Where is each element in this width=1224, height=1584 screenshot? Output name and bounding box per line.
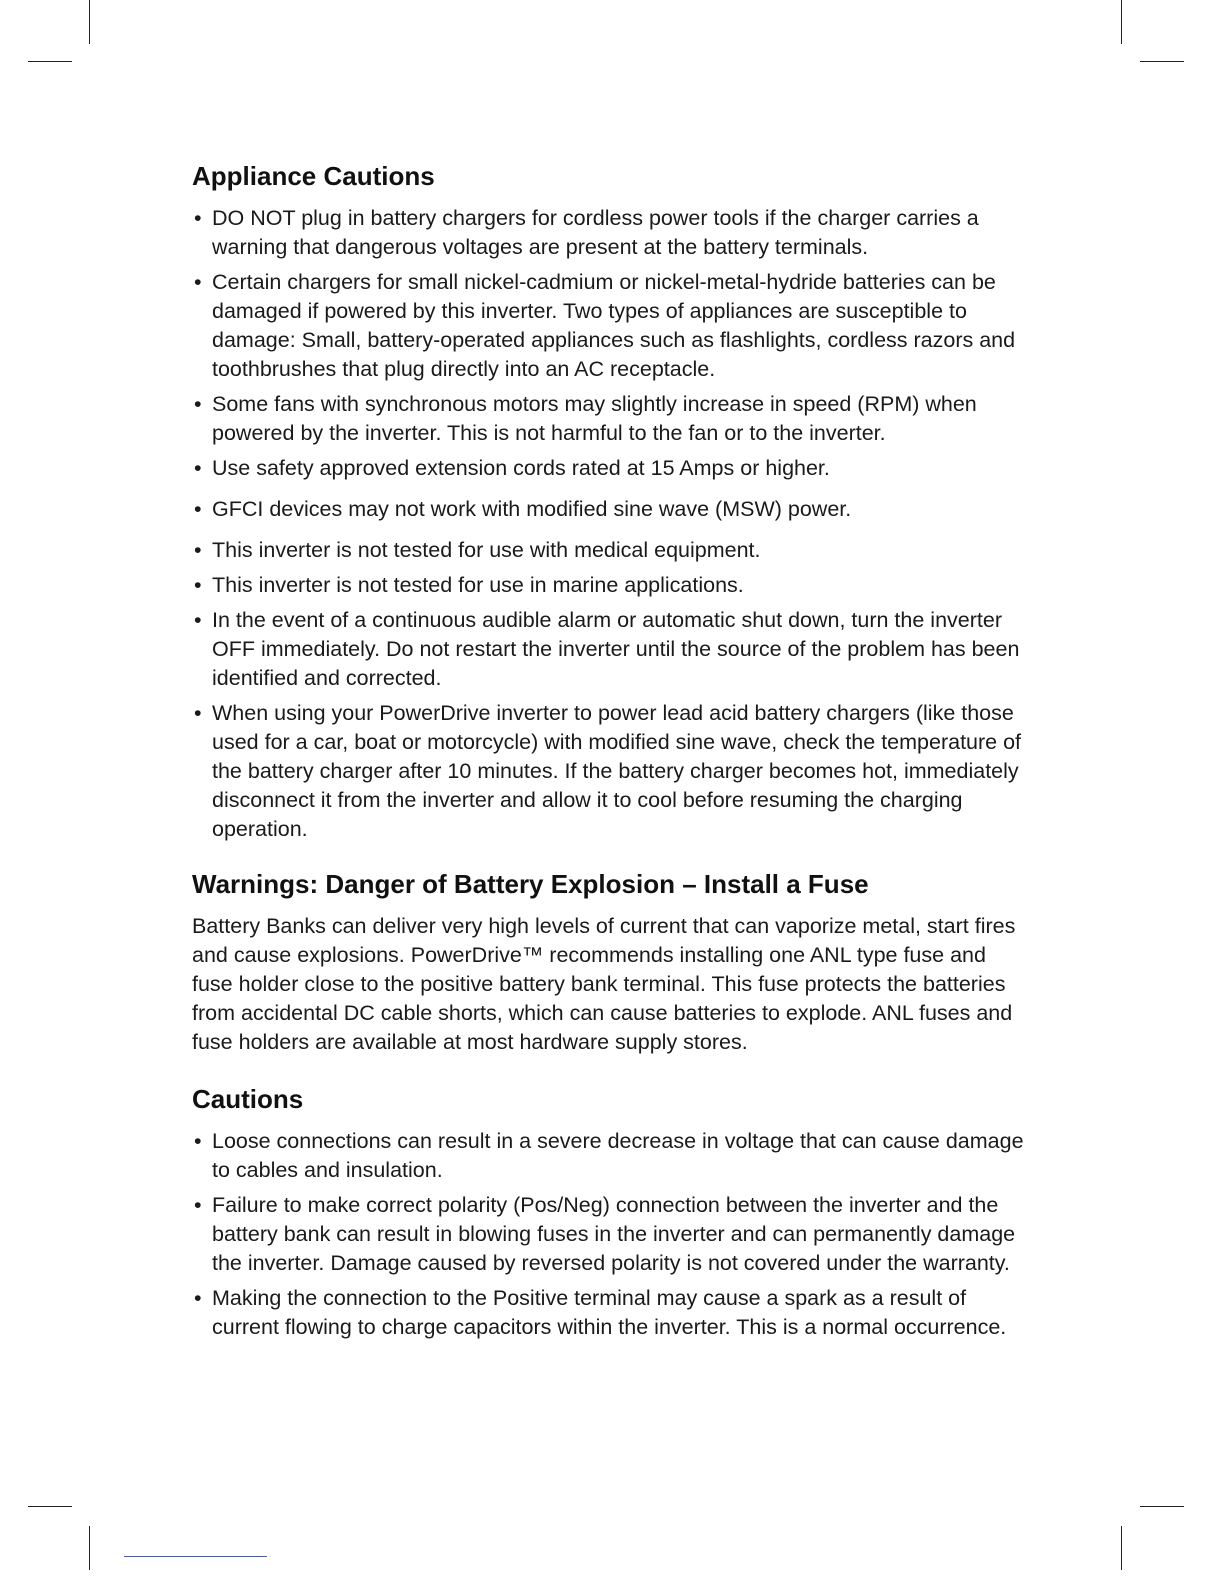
crop-mark-top-left-vertical <box>89 0 90 44</box>
list-item: • In the event of a continuous audible alarm or automatic shut down, turn the inverter OFF immediately. Do not restart the inverter until the source of the problem has been identified and corrected. <box>192 606 1032 693</box>
list-item: • This inverter is not tested for use with medical equipment. <box>192 536 1032 565</box>
crop-mark-bottom-left-horizontal <box>28 1506 72 1507</box>
list-item: • Failure to make correct polarity (Pos/Neg) connection between the inverter and the battery bank can result in blowing fuses in the inverter and can permanently damage the inverter. Damage caused by reversed polarity is not covered under the warranty. <box>192 1191 1032 1278</box>
list-item: • GFCI devices may not work with modified sine wave (MSW) power. <box>192 495 1032 524</box>
list-item: • When using your PowerDrive inverter to power lead acid battery chargers (like those used for a car, boat or motorcycle) with modified sine wave, check the temperature of the battery charger after 10 minutes. If the battery charger becomes hot, immediately disconnect it from the inverter and allow it to cool before resuming the charging operation. <box>192 699 1032 844</box>
appliance-cautions-list <box>192 204 1032 844</box>
crop-mark-top-right-vertical <box>1121 0 1122 44</box>
list-item: • Some fans with synchronous motors may slightly increase in speed (RPM) when powered by the inverter. This is not harmful to the fan or to the inverter. <box>192 390 1032 448</box>
page-content <box>192 160 1032 1342</box>
list-item: • Loose connections can result in a severe decrease in voltage that can cause damage to cables and insulation. <box>192 1127 1032 1185</box>
cautions-list <box>192 1127 1032 1342</box>
list-item: • Making the connection to the Positive terminal may cause a spark as a result of current flowing to charge capacitors within the inverter. This is a normal occurrence. <box>192 1284 1032 1342</box>
warnings-body: Battery Banks can deliver very high levels of current that can vaporize metal, start fires and cause explosions. PowerDrive™ recommends installing one ANL type fuse and fuse holder close to the positive battery bank terminal. This fuse protects the batteries from accidental DC cable shorts, which can cause batteries to explode. ANL fuses and fuse holders are available at most hardware supply stores. <box>192 914 1016 1054</box>
list-item: • This inverter is not tested for use in marine applications. <box>192 571 1032 600</box>
appliance-cautions-heading: Appliance Cautions <box>192 161 435 191</box>
footer-rule <box>124 1556 267 1557</box>
warnings-heading: Warnings: Danger of Battery Explosion – Install a Fuse <box>192 869 869 899</box>
list-item: • DO NOT plug in battery chargers for cordless power tools if the charger carries a warning that dangerous voltages are present at the battery terminals. <box>192 204 1032 262</box>
list-item: • Use safety approved extension cords rated at 15 Amps or higher. <box>192 454 1032 483</box>
crop-mark-top-right-horizontal <box>1140 61 1184 62</box>
crop-mark-bottom-left-vertical <box>89 1526 90 1570</box>
crop-mark-top-left-horizontal <box>28 61 72 62</box>
cautions-heading: Cautions <box>192 1084 304 1114</box>
crop-mark-bottom-right-vertical <box>1121 1526 1122 1570</box>
list-item: • Certain chargers for small nickel-cadmium or nickel-metal-hydride batteries can be damaged if powered by this inverter. Two types of appliances are susceptible to damage: Small, battery-operated appliances such as flashlights, cordless razors and toothbrushes that plug directly into an AC receptacle. <box>192 268 1032 384</box>
crop-mark-bottom-right-horizontal <box>1140 1506 1184 1507</box>
